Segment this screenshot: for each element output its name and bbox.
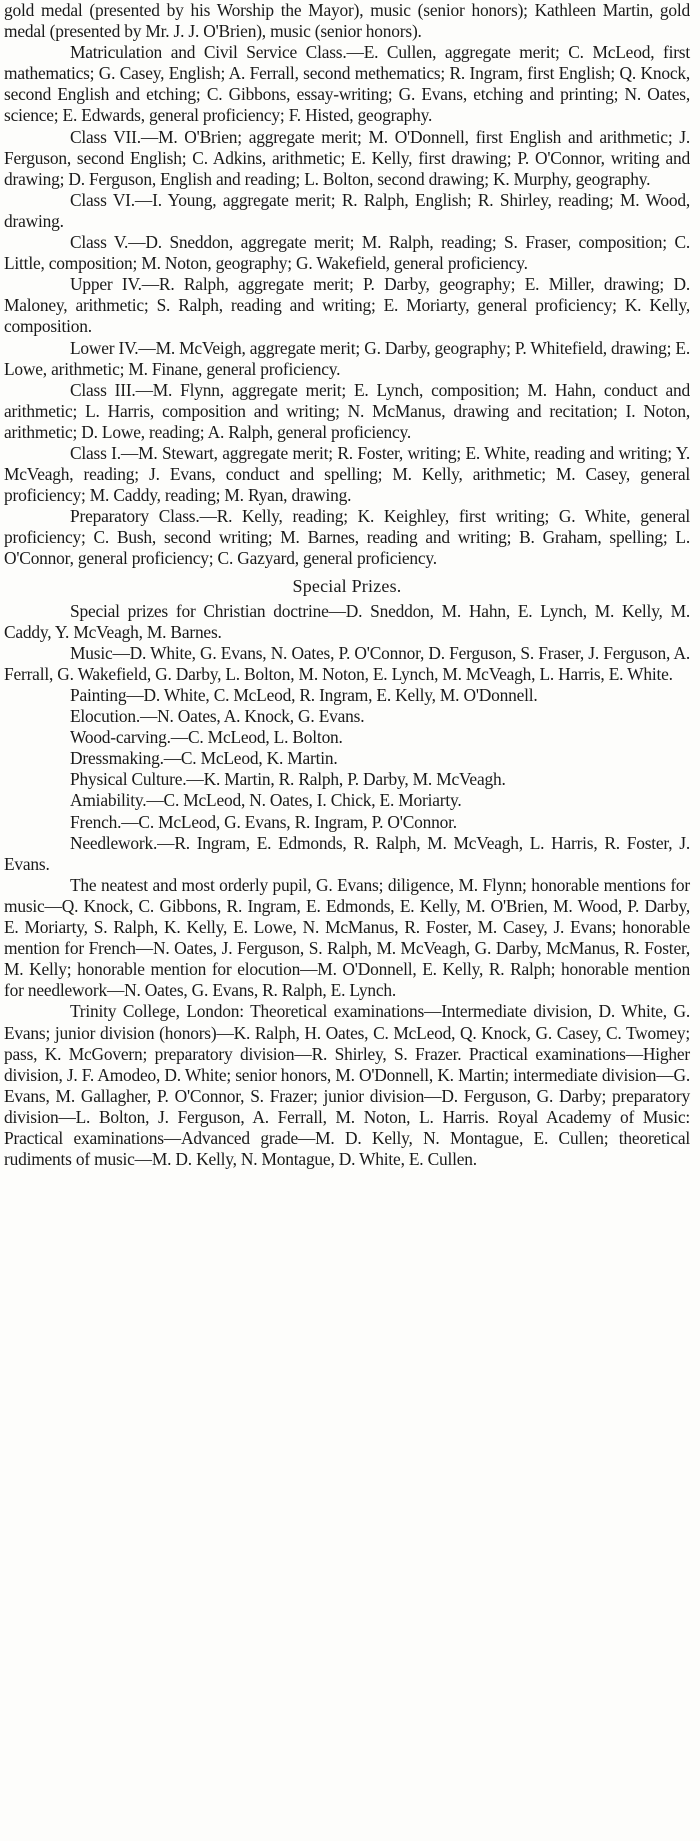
prize-paragraph-needlework: Needlework.—R. Ingram, E. Edmonds, R. Ralph, M. McVeagh, L. Harris, R. Foster, J. Evans. bbox=[4, 832, 690, 874]
prize-paragraph-elocution: Elocution.—N. Oates, A. Knock, G. Evans. bbox=[70, 706, 365, 727]
class-paragraph-class-vi: Class VI.—I. Young, aggregate merit; R. Ralph, English; R. Shirley, reading; M. Wood, drawing. bbox=[4, 189, 690, 231]
class-paragraph-class-vii: Class VII.—M. O'Brien; aggregate merit; M. O'Donnell, first English and arithmetic; J. Ferguson, second English; C. Adkins, arithmetic; E. Kelly, first drawing; P. O'Connor, writing and drawing; D. Ferguson, English and reading; L. Bolton, second drawing; K. Murphy, geography. bbox=[4, 126, 690, 189]
prize-paragraph-french: French.—C. McLeod, G. Evans, R. Ingram, P. O'Connor. bbox=[70, 811, 457, 832]
prize-paragraph-honorable-mentions: The neatest and most orderly pupil, G. Evans; diligence, M. Flynn; honorable mentions for music—Q. Knock, C. Gibbons, R. Ingram, E. Edmonds, E. Kelly, M. O'Brien, M. Wood, P. Darby, E. Moriarty, S. Ralph, K. Kelly, E. Lowe, N. McManus, R. Foster, M. Casey, J. Evans; honorable mention for French—N. Oates, J. Ferguson, S. Ralph, M. McVeagh, G. Darby, McManus, R. Foster, M. Kelly; honorable mention for elocution—M. O'Donnell, E. Kelly, R. Ralph; honorable mention for needlework—N. Oates, G. Evans, R. Ralph, E. Lynch. bbox=[4, 874, 690, 1001]
prize-paragraph-christian-doctrine: Special prizes for Christian doctrine—D. Sneddon, M. Hahn, E. Lynch, M. Kelly, M. Caddy, Y. McVeagh, M. Barnes. bbox=[4, 600, 690, 642]
class-paragraph-matriculation: Matriculation and Civil Service Class.—E. Cullen, aggregate merit; C. McLeod, first mathematics; G. Casey, English; A. Ferrall, second methematics; R. Ingram, first English; Q. Knock, second English and etching; C. Gibbons, essay-writing; G. Evans, etching and printing; N. Oates, science; E. Edwards, general proficiency; F. Histed, geography. bbox=[4, 42, 690, 126]
article-column bbox=[4, 0, 690, 1170]
class-paragraph-lower-iv: Lower IV.—M. McVeigh, aggregate merit; G. Darby, geography; P. Whitefield, drawing; E. Lowe, arithmetic; M. Finane, general proficiency. bbox=[4, 337, 690, 379]
prize-paragraph-painting: Painting—D. White, C. McLeod, R. Ingram, E. Kelly, M. O'Donnell. bbox=[70, 685, 538, 705]
class-paragraph-upper-iv: Upper IV.—R. Ralph, aggregate merit; P. Darby, geography; E. Miller, drawing; D. Maloney, arithmetic; S. Ralph, reading and writing; E. Moriarty, general proficiency; K. Kelly, composition. bbox=[4, 274, 690, 337]
prize-paragraph-wood-carving: Wood-carving.—C. McLeod, L. Bolton. bbox=[70, 727, 343, 748]
class-paragraph-class-v: Class V.—D. Sneddon, aggregate merit; M. Ralph, reading; S. Fraser, composition; C. Little, composition; M. Noton, geography; G. Wakefield, general proficiency. bbox=[4, 232, 690, 274]
class-paragraph-class-iii: Class III.—M. Flynn, aggregate merit; E. Lynch, composition; M. Hahn, conduct and arithmetic; L. Harris, composition and writing; N. McManus, drawing and recitation; I. Noton, arithmetic; D. Lowe, reading; A. Ralph, general proficiency. bbox=[4, 379, 690, 442]
prize-paragraph-music: Music—D. White, G. Evans, N. Oates, P. O'Connor, D. Ferguson, S. Fraser, J. Ferguson, A. Ferrall, G. Wakefield, G. Darby, L. Bolton, M. Noton, E. Lynch, M. McVeagh, L. Harris, E. White. bbox=[4, 642, 690, 684]
opening-paragraph: gold medal (presented by his Worship the Mayor), music (senior honors); Kathleen Martin, gold medal (presented by Mr. J. J. O'Brien), music (senior honors). bbox=[4, 0, 690, 42]
prize-paragraph-physical-culture: Physical Culture.—K. Martin, R. Ralph, P. Darby, M. McVeagh. bbox=[70, 769, 506, 790]
prize-paragraph-dressmaking: Dressmaking.—C. McLeod, K. Martin. bbox=[70, 748, 338, 769]
class-paragraph-class-i: Class I.—M. Stewart, aggregate merit; R. Foster, writing; E. White, reading and writing; Y. McVeagh, reading; J. Evans, conduct and spelling; M. Kelly, arithmetic; M. Casey, general proficiency; M. Caddy, reading; M. Ryan, drawing. bbox=[4, 442, 690, 506]
prize-paragraph-amiability: Amiability.—C. McLeod, N. Oates, I. Chick, E. Moriarty. bbox=[70, 790, 462, 811]
class-paragraph-preparatory: Preparatory Class.—R. Kelly, reading; K. Keighley, first writing; G. White, general proficiency; C. Bush, second writing; M. Barnes, reading and writing; B. Graham, spelling; L. O'Connor, general proficiency; C. Gazyard, general proficiency. bbox=[4, 506, 690, 569]
section-heading: Special Prizes. bbox=[292, 575, 402, 596]
prize-paragraph-trinity-college: Trinity College, London: Theoretical examinations—Intermediate division, D. White, G. Evans; junior division (honors)—K. Ralph, H. Oates, C. McLeod, Q. Knock, G. Casey, C. Twomey; pass, K. McGovern; preparatory division—R. Shirley, S. Frazer. Practical examinations—Higher division, J. F. Amodeo, D. White; senior honors, M. O'Donnell, K. Martin; intermediate division—G. Evans, M. Gallagher, P. O'Connor, S. Frazer; junior division—D. Ferguson, G. Darby; preparatory division—L. Bolton, J. Ferguson, A. Ferrall, M. Noton, L. Harris. Royal Academy of Music: Practical examinations—Advanced grade—M. D. Kelly, N. Montague, E. Cullen; theoretical rudiments of music—M. D. Kelly, N. Montague, D. White, E. Cullen. bbox=[4, 1001, 690, 1170]
